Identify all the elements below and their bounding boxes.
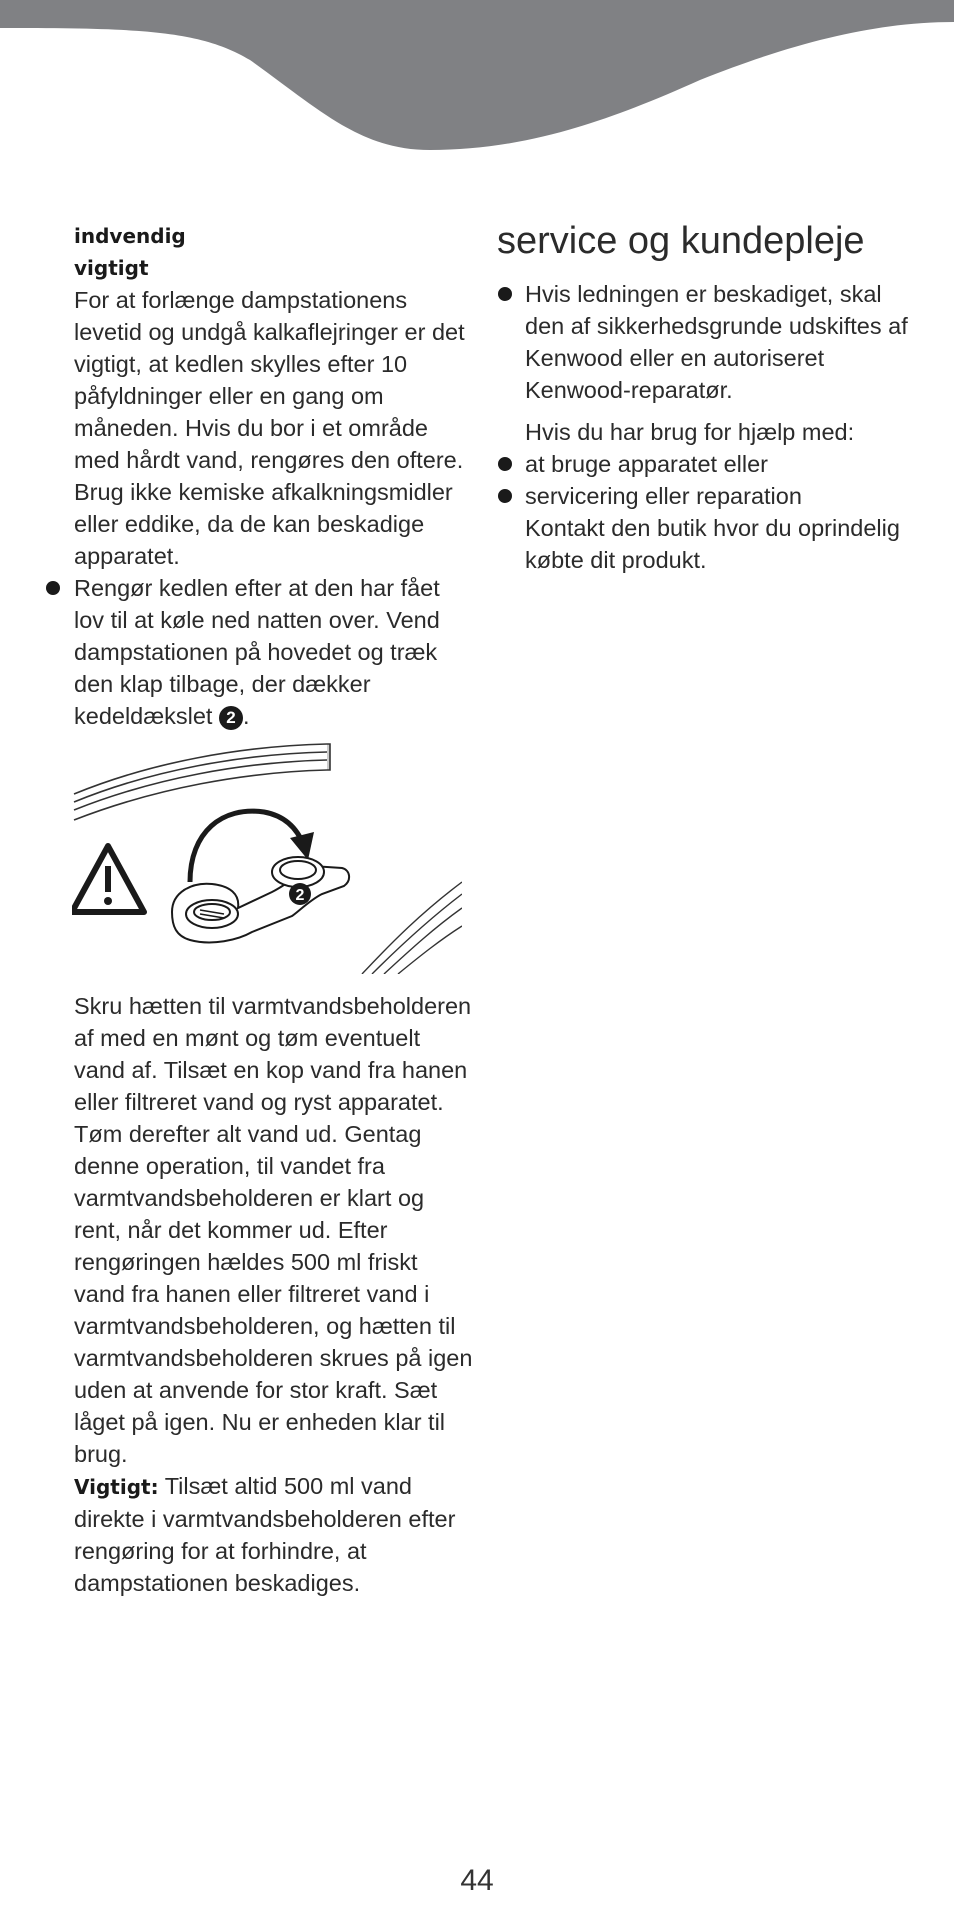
sentence-end: . — [243, 703, 250, 729]
heading-indvendig: indvendig — [74, 224, 186, 248]
kettle-cap-illustration — [72, 742, 462, 974]
right-column — [497, 218, 927, 576]
figure-callout-number: 2 — [295, 887, 305, 904]
bullet-text: Hvis ledningen er beskadiget, skal den af sikkerhedsgrunde udskiftes af Kenwood eller en autoriseret Kenwood-reparatør. — [525, 281, 908, 403]
bullet-icon — [498, 489, 512, 503]
bullet-icon — [498, 287, 512, 301]
bullet-icon — [498, 457, 512, 471]
bullet-icon — [46, 581, 60, 595]
list-item — [497, 278, 927, 406]
decorative-top-wave — [0, 0, 954, 160]
page-number: 44 — [460, 1864, 494, 1897]
figure-reference-badge: 2 — [219, 706, 243, 730]
help-intro: Hvis du har brug for hjælp med: — [525, 419, 855, 445]
important-label: Vigtigt: — [74, 1475, 159, 1499]
list-item — [74, 572, 474, 732]
bullet-text: at bruge apparatet eller — [525, 451, 768, 477]
section-title: service og kundepleje — [497, 220, 865, 262]
bullet-text: Rengør kedlen efter at den har fået lov til at køle ned natten over. Vend dampstationen på hovedet og træk den klap tilbage, der dækker kedeldækslet — [74, 575, 440, 729]
important-note — [74, 1470, 474, 1599]
left-column — [74, 220, 474, 732]
list-item — [497, 448, 927, 480]
warning-icon — [72, 846, 144, 912]
heading-vigtigt: vigtigt — [74, 256, 149, 280]
cleaning-instructions — [74, 990, 474, 1599]
bullet-text: servicering eller reparation — [525, 483, 802, 509]
cleaning-paragraph: Skru hætten til varmtvandsbeholderen af med en mønt og tøm eventuelt vand af. Tilsæt en kop vand fra hanen eller filtreret vand og ryst apparatet. Tøm derefter alt vand ud. Gentag denne operation, til vandet fra varmtvandsbeholderen er klart og rent, når det kommer ud. Efter rengøringen hældes 500 ml friskt vand fra hanen eller filtreret vand i varmtvandsbeholderen, og hætten til varmtvandsbeholderen skrues på igen uden at anvende for stor kraft. Sæt låget på igen. Nu er enheden klar til brug. — [74, 993, 473, 1467]
important-text: Tilsæt altid 500 ml vand direkte i varmtvandsbeholderen efter rengøring for at forhindre, at dampstationen beskadiges. — [74, 1473, 456, 1596]
list-item — [497, 480, 927, 512]
intro-paragraph: For at forlænge dampstationens levetid og undgå kalkaflejringer er det vigtigt, at kedlen skylles efter 10 påfyldninger eller en gang om måneden. Hvis du bor i et område med hårdt vand, rengøres den oftere. Brug ikke kemiske afkalkningsmidler eller eddike, da de kan beskadige apparatet. — [74, 287, 465, 569]
contact-text: Kontakt den butik hvor du oprindelig købte dit produkt. — [525, 515, 900, 573]
